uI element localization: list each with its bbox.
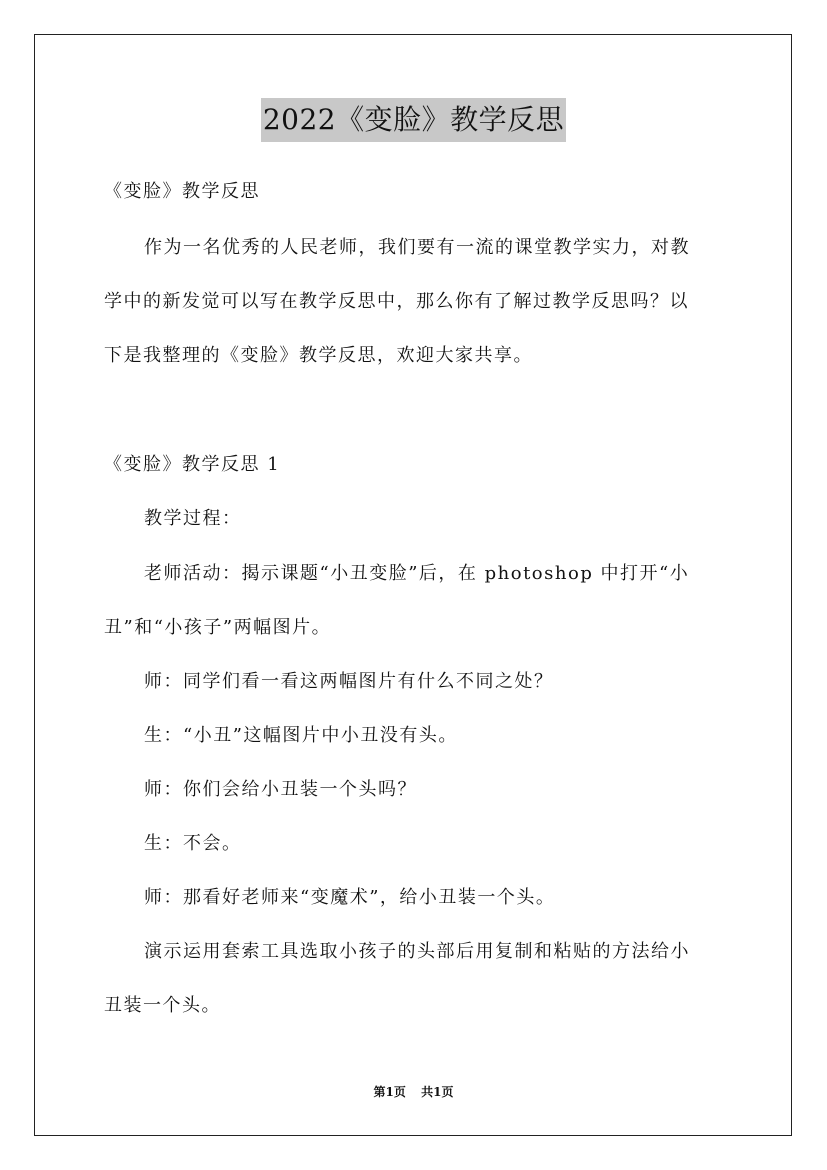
document-title: 2022《变脸》教学反思 <box>261 98 566 142</box>
paragraph-line: 师：那看好老师来“变魔术”，给小丑装一个头。 <box>144 887 556 908</box>
intro-heading: 《变脸》教学反思 <box>104 181 260 202</box>
title-wrap <box>0 98 827 142</box>
paragraph-line: 丑”和“小孩子”两幅图片。 <box>104 617 332 638</box>
paragraph-line: 学中的新发觉可以写在教学反思中，那么你有了解过教学反思吗？以 <box>104 291 689 312</box>
paragraph-line: 丑装一个头。 <box>104 995 221 1016</box>
paragraph-line: 老师活动：揭示课题“小丑变脸”后，在 photoshop 中打开“小 <box>144 563 690 584</box>
paragraph-line: 师：你们会给小丑装一个头吗？ <box>144 779 417 800</box>
paragraph-line: 教学过程： <box>144 508 242 529</box>
page-number: 第1页 <box>373 1085 406 1099</box>
paragraph-line: 生：“小丑”这幅图片中小丑没有头。 <box>144 725 458 746</box>
paragraph-line: 生：不会。 <box>144 833 242 854</box>
page-total: 共1页 <box>421 1085 454 1099</box>
page-footer <box>0 1083 827 1101</box>
section-heading: 《变脸》教学反思 1 <box>104 454 281 475</box>
paragraph-line: 师：同学们看一看这两幅图片有什么不同之处？ <box>144 671 554 692</box>
paragraph-line: 作为一名优秀的人民老师，我们要有一流的课堂教学实力，对教 <box>144 237 690 258</box>
paragraph-line: 演示运用套索工具选取小孩子的头部后用复制和粘贴的方法给小 <box>144 941 690 962</box>
paragraph-line: 下是我整理的《变脸》教学反思，欢迎大家共享。 <box>104 345 533 366</box>
